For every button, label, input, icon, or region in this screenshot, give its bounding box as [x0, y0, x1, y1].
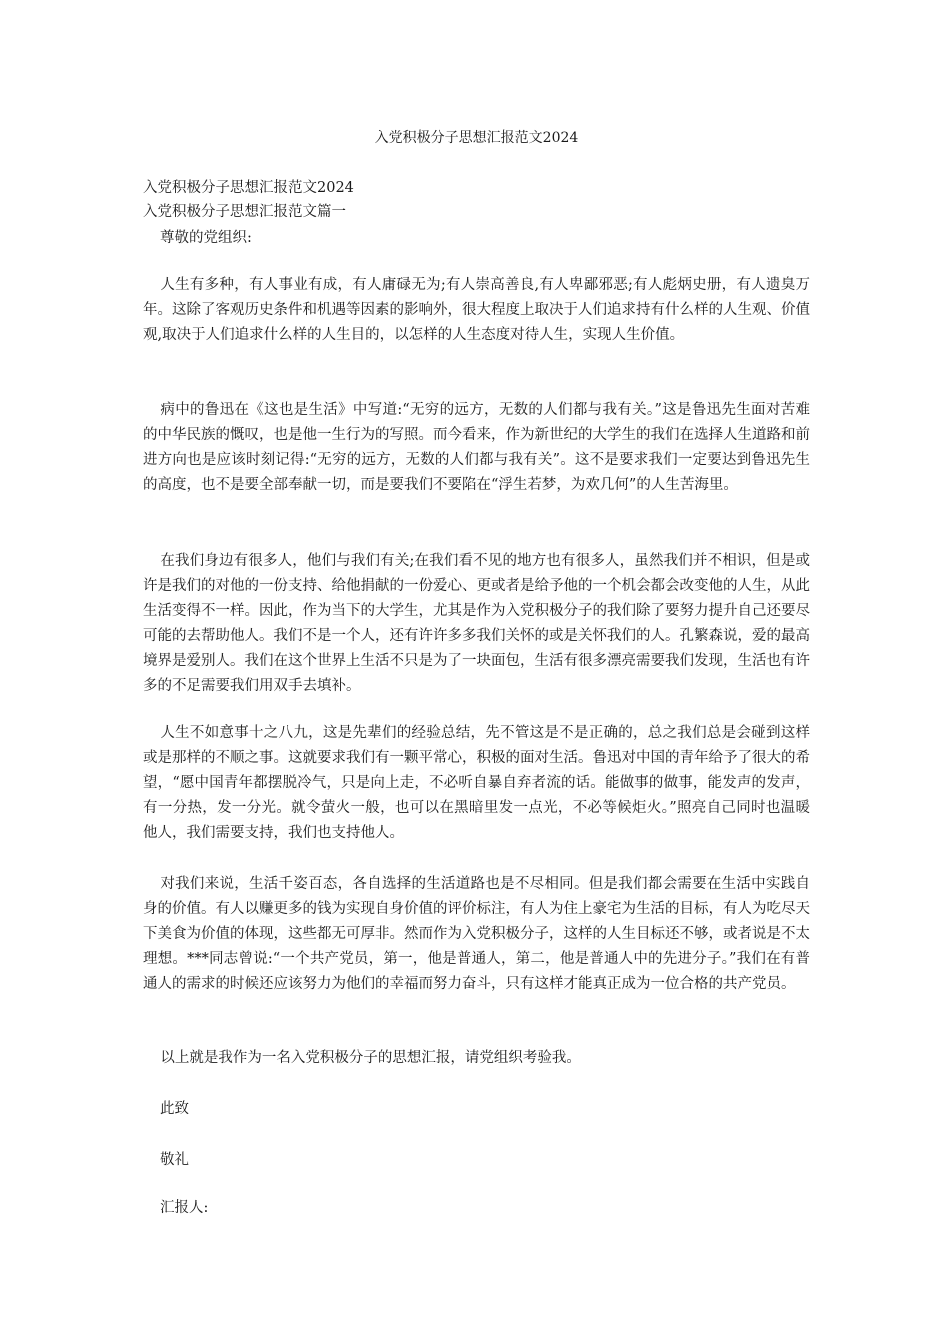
closing-line-1: 此致 [160, 1101, 189, 1117]
paragraph-5: 对我们来说，生活千姿百态，各自选择的生活道路也是不尽相同。但是我们都会需要在生活中实践自身的价值。有人以赚更多的钱为实现自身价值的评价标注，有人为住上豪宅为生活的目标，有人为吃尽天下美食为价值的体现，这些都无可厚非。然而作为入党积极分子，这样的人生目标还不够，或者说是不太理想。***同志曾说:“一个共产党员，第一，他是普通人，第二，他是普通人中的先进分子。”我们在有普通人的需求的时候还应该努力为他们的幸福而努力奋斗，只有这样才能真正成为一位合格的共产党员。 [143, 876, 810, 992]
paragraph-6: 以上就是我作为一名入党积极分子的思想汇报，请党组织考验我。 [160, 1050, 581, 1066]
document-title: 入党积极分子思想汇报范文2024 [374, 130, 579, 146]
signature-label: 汇报人: [160, 1200, 209, 1216]
salutation: 尊敬的党组织: [160, 230, 252, 246]
paragraph-2: 病中的鲁迅在《这也是生活》中写道:“无穷的远方，无数的人们都与我有关。”这是鲁迅先生面对苦难的中华民族的慨叹，也是他一生行为的写照。而今看来，作为新世纪的大学生的我们在选择人生道路和前进方向也是应该时刻记得:“无穷的远方，无数的人们都与我有关”。这不是要求我们一定要达到鲁迅先生的高度，也不是要全部奉献一切，而是要我们不要陷在“浮生若梦，为欢几何”的人生苦海里。 [143, 402, 810, 493]
heading-line-1: 入党积极分子思想汇报范文2024 [143, 180, 354, 196]
paragraph-4: 人生不如意事十之八九，这是先辈们的经验总结，先不管这是不是正确的，总之我们总是会碰到这样或是那样的不顺之事。这就要求我们有一颗平常心，积极的面对生活。鲁迅对中国的青年给予了很大的希望，“愿中国青年都摆脱冷气，只是向上走，不必听自暴自弃者流的话。能做事的做事，能发声的发声，有一分热，发一分光。就令萤火一般，也可以在黑暗里发一点光，不必等候炬火。”照亮自己同时也温暖他人，我们需要支持，我们也支持他人。 [143, 725, 810, 841]
closing-line-2: 敬礼 [160, 1152, 189, 1168]
heading-line-2: 入党积极分子思想汇报范文篇一 [143, 204, 346, 220]
paragraph-3: 在我们身边有很多人，他们与我们有关;在我们看不见的地方也有很多人，虽然我们并不相识，但是或许是我们的对他的一份支持、给他捐献的一份爱心、更或者是给予他的一个机会都会改变他的人生，从此生活变得不一样。因此，作为当下的大学生，尤其是作为入党积极分子的我们除了要努力提升自己还要尽可能的去帮助他人。我们不是一个人，还有许许多多我们关怀的或是关怀我们的人。孔繁森说，爱的最高境界是爱别人。我们在这个世界上生活不只是为了一块面包，生活有很多漂亮需要我们发现，生活也有许多的不足需要我们用双手去填补。 [143, 553, 810, 694]
paragraph-1: 人生有多种，有人事业有成，有人庸碌无为;有人崇高善良,有人卑鄙邪恶;有人彪炳史册，有人遗臭万年。这除了客观历史条件和机遇等因素的影响外，很大程度上取决于人们追求持有什么样的人生观、价值观,取决于人们追求什么样的人生目的，以怎样的人生态度对待人生，实现人生价值。 [143, 277, 810, 343]
